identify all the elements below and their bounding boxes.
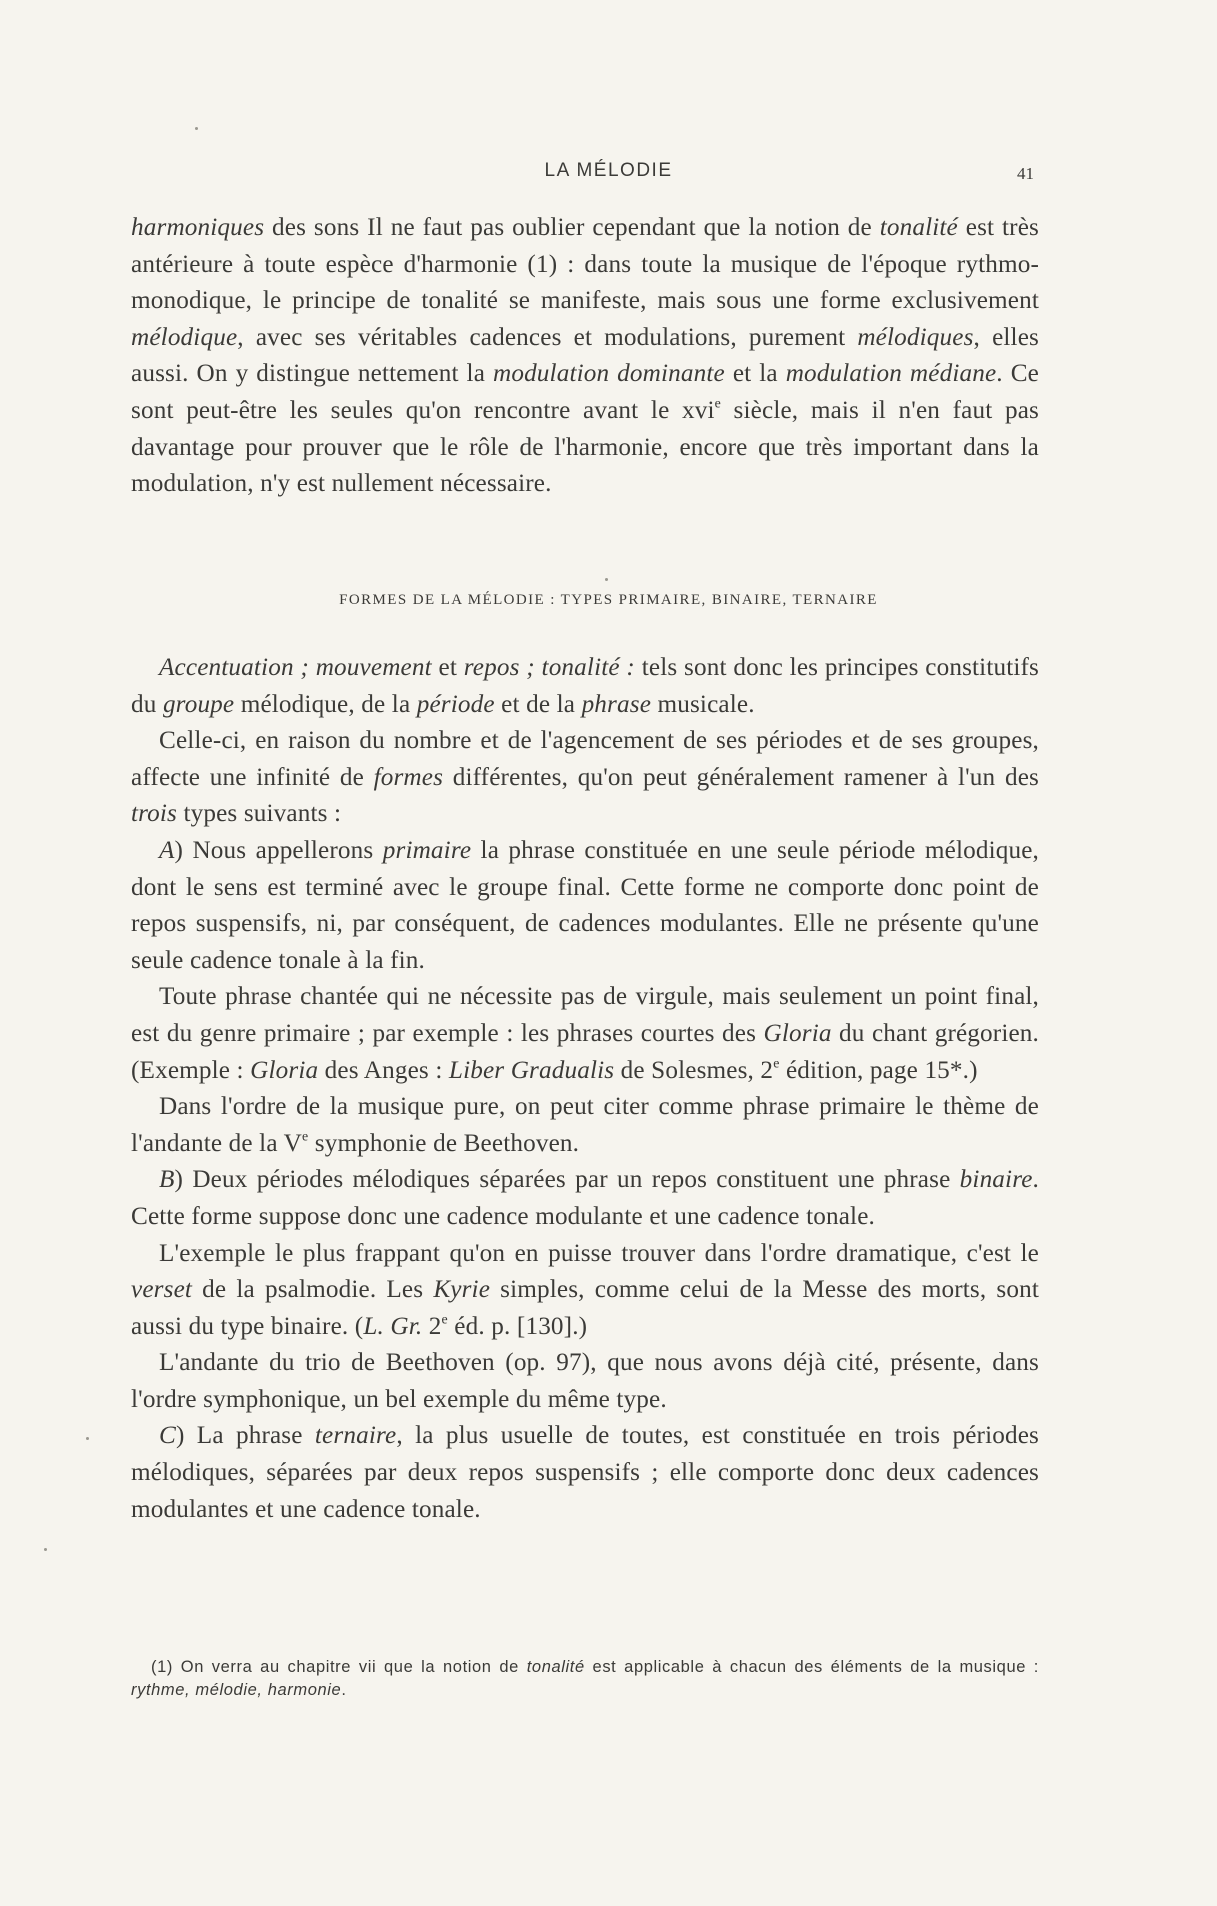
paragraph: L'exemple le plus frappant qu'on en puisse trouver dans l'ordre dramatique, c'est le verset de la psalmodie. Les Kyrie simples, comme celui de la Messe des morts, sont aussi du type binaire. (L. Gr. 2e éd. p. [130].) xyxy=(131,1239,1039,1340)
footnote xyxy=(131,1656,1039,1702)
paragraph: Celle-ci, en raison du nombre et de l'agencement de ses périodes et de ses groupes, affecte une infinité de formes différentes, qu'on peut généralement ramener à l'un des trois types suivants : xyxy=(131,727,1039,828)
paragraph: B) Deux périodes mélodiques séparées par un repos constituent une phrase binaire. Cette forme suppose donc une cadence modulante et une cadence tonale. xyxy=(131,1166,1039,1230)
paragraph: Toute phrase chantée qui ne nécessite pas de virgule, mais seulement un point final, est du genre primaire ; par exemple : les phrases courtes des Gloria du chant grégorien. (Exemple : Gloria des Anges : Liber Gradualis de Solesmes, 2e édition, page 15*.) xyxy=(131,983,1040,1084)
paper-speck xyxy=(195,127,198,130)
text-block-top xyxy=(131,210,1039,503)
paper-speck xyxy=(44,1548,47,1551)
paragraph: harmoniques des sons Il ne faut pas oublier cependant que la notion de tonalité est très antérieure à toute espèce d'harmonie (1) : dans toute la musique de l'époque rythmo-monodique, le principe de tonalité se manifeste, mais sous une forme exclusivement mélodique, avec ses véritables cadences et modulations, purement mélodiques, elles aussi. On y distingue nettement la modulation dominante et la modulation médiane. Ce sont peut-être les seules qu'on rencontre avant le xvi$^e$ siècle, mais il n'en faut pas davantage pour prouver que le rôle de l'harmonie, encore que très important dans la modulation, n'y est nullement nécessaire. xyxy=(131,214,1039,498)
section-heading: FORMES DE LA MÉLODIE : TYPES PRIMAIRE, BINAIRE, TERNAIRE xyxy=(339,592,878,608)
paragraph: Dans l'ordre de la musique pure, on peut citer comme phrase primaire le thème de l'andante de la Ve symphonie de Beethoven. xyxy=(131,1093,1039,1157)
paragraph: Accentuation ; mouvement et repos ; tonalité : tels sont donc les principes constitutifs du groupe mélodique, de la période et de la phrase musicale. xyxy=(131,654,1040,718)
paragraph: L'andante du trio de Beethoven (op. 97), que nous avons déjà cité, présente, dans l'ordre symphonique, un bel exemple du même type. xyxy=(131,1349,1039,1413)
paragraph: C) La phrase ternaire, la plus usuelle de toutes, est constituée en trois périodes mélodiques, séparées par deux repos suspensifs ; elle comporte donc deux cadences modulantes et une cadence tonale. xyxy=(131,1422,1039,1523)
paper-speck xyxy=(86,1437,89,1440)
paper-speck xyxy=(605,578,608,581)
paragraph: A) Nous appellerons primaire la phrase constituée en une seule période mélodique, dont le sens est terminé avec le groupe final. Cette forme ne comporte donc point de repos suspensifs, ni, par conséquent, de cadences modulantes. Elle ne présente qu'une seule cadence tonale à la fin. xyxy=(131,836,1040,974)
text-block-main xyxy=(131,650,1039,1528)
footnote-text: (1) On verra au chapitre vii que la notion de tonalité est applicable à chacun des éléments de la musique : rythme, mélodie, harmonie. xyxy=(131,1658,1039,1699)
page-number: 41 xyxy=(1017,164,1034,183)
running-head-title: LA MÉLODIE xyxy=(544,160,673,181)
